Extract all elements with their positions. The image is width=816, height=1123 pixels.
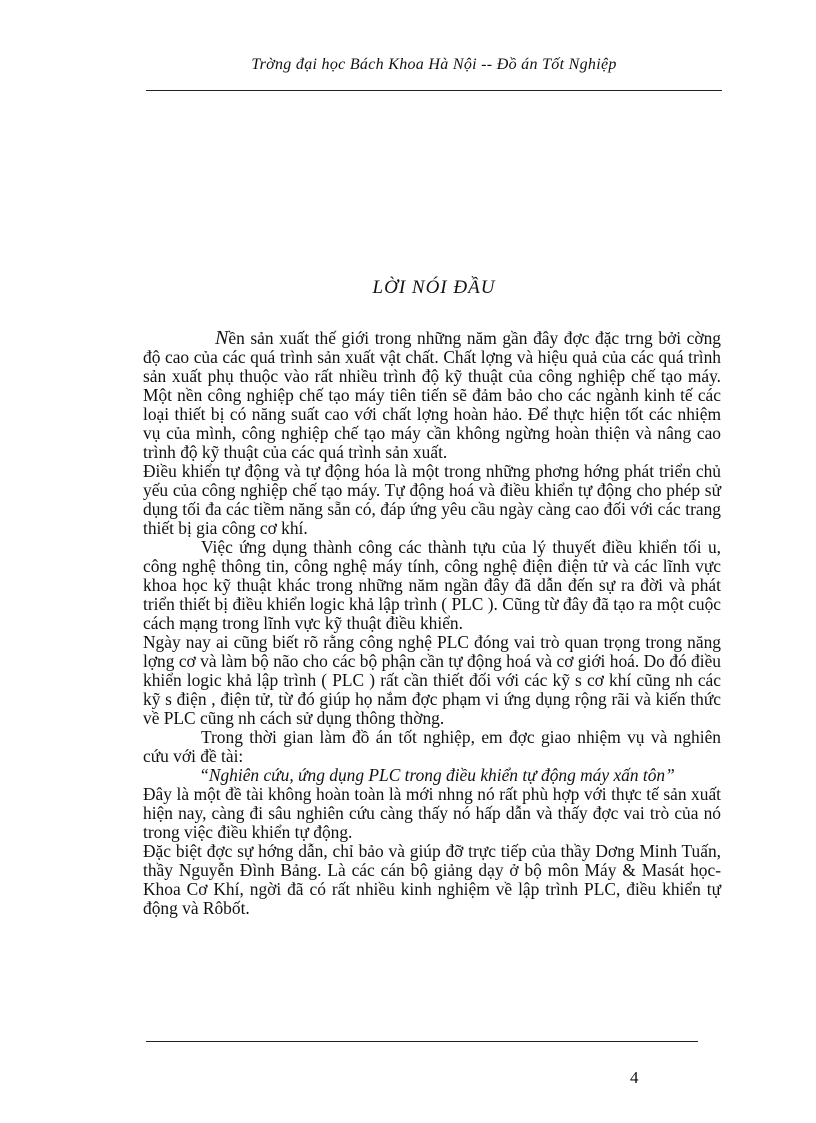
paragraph-intro (143, 329, 721, 462)
paragraph-plc-role: Ngày nay ai cũng biết rõ rằng công nghệ PLC đóng vai trò quan trọng trong năng lợng cơ và làm bộ não cho các bộ phận cần tự động hoá và cơ giới hoá. Do đó điều khiển logic khả lập trình ( PLC ) rất cần thiết đối với các kỹ s cơ khí cũng nh các kỹ s điện , điện tử, từ đó giúp họ nắm đợc phạm vi ứng dụng rộng rãi và kiến thức về PLC cũng nh cách sử dụng thông thờng. (143, 632, 721, 728)
paragraph-acknowledgement: Đặc biệt đợc sự hớng dẫn, chỉ bảo và giúp đỡ trực tiếp của thầy Dơng Minh Tuấn, thầy Nguyễn Đình Bảng. Là các cán bộ giảng dạy ở bộ môn Máy & Masát học- Khoa Cơ Khí, ngời đã có rất nhiều kinh nghiệm về lập trình PLC, điều khiển tự động và Rôbốt. (143, 841, 721, 918)
thesis-topic: “Nghiên cứu, ứng dụng PLC trong điều khiển tự động máy xấn tôn” (199, 765, 675, 785)
page-title: LỜI NÓI ĐẦU (372, 277, 496, 298)
page-number: 4 (630, 1068, 639, 1087)
paragraph-plc-history: Việc ứng dụng thành công các thành tựu của lý thuyết điều khiển tối u, công nghệ thông tin, công nghệ máy tính, công nghệ điện điện tử và các lĩnh vực khoa học kỹ thuật khác trong những năm ngần đây đã dẫn đến sự ra đời và phát triển thiết bị điều khiển logic khả lập trình ( PLC ). Cũng từ đây đã tạo ra một cuộc cách mạng trong lĩnh vực kỹ thuật điều khiển. (143, 537, 721, 633)
footer-divider (146, 1041, 698, 1042)
paragraph-intro-text: ền sản xuất thế giới trong những năm gần đây đợc đặc trng bởi cờng độ cao của các quá trình sản xuất vật chất. Chất lợng và hiệu quả của các quá trình sản xuất phụ thuộc vào rất nhiều trình độ kỹ thuật của công nghiệp chế tạo máy. Một nền công nghiệp chế tạo máy tiên tiến sẽ đảm bảo cho các ngành kinh tế các loại thiết bị có năng suất cao với chất lợng hoàn hảo. Để thực hiện tốt các nhiệm vụ của mình, công nghiệp chế tạo máy cần không ngừng hoàn thiện và nâng cao trình độ kỹ thuật của các quá trình sản xuất. (143, 328, 721, 462)
paragraph-topic-relevance: Đây là một đề tài không hoàn toàn là mới nhng nó rất phù hợp với thực tế sản xuất hiện nay, càng đi sâu nghiên cứu càng thấy nó hấp dẫn và thấy đợc vai trò của nó trong việc điều khiển tự động. (143, 784, 721, 842)
page-header: Trờng đại học Bách Khoa Hà Nội -- Đồ án Tốt Nghiệp (251, 56, 617, 73)
body-text (143, 329, 721, 918)
header-divider (146, 90, 722, 91)
drop-letter: N (215, 327, 229, 349)
paragraph-assignment: Trong thời gian làm đồ án tốt nghiệp, em đợc giao nhiệm vụ và nghiên cứu với đề tài: (143, 727, 721, 766)
paragraph-automation: Điều khiển tự động và tự động hóa là một trong những phơng hớng phát triển chủ yếu của công nghiệp chế tạo máy. Tự động hoá và điều khiển tự động cho phép sử dụng tối đa các tiềm năng sẵn có, đáp ứng yêu cầu ngày càng cao đối với các trang thiết bị gia công cơ khí. (143, 461, 721, 538)
